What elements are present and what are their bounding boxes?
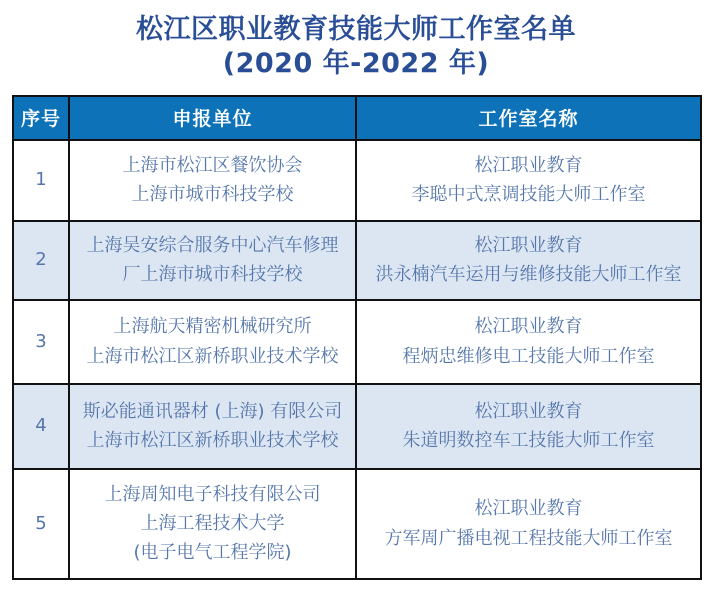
table-row <box>13 300 701 384</box>
workshop-line: 松江职业教育 <box>474 316 583 338</box>
cell-unit <box>69 221 356 300</box>
workshop-line: 洪永楠汽车运用与维修技能大师工作室 <box>375 264 682 285</box>
col-header-workshop: 工作室名称 <box>356 96 701 140</box>
workshop-line: 松江职业教育 <box>474 154 583 176</box>
workshops-table <box>12 95 702 580</box>
workshop-line: 朱道明数控车工技能大师工作室 <box>402 430 655 451</box>
unit-line: (电子电气工程学院) <box>133 542 292 564</box>
page-title <box>0 0 712 81</box>
table-row <box>13 221 701 300</box>
unit-line: 上海市城市科技学校 <box>131 184 294 205</box>
cell-no: 4 <box>13 384 69 469</box>
workshop-line: 方军周广播电视工程技能大师工作室 <box>384 527 673 549</box>
table-row <box>13 469 701 579</box>
cell-workshop <box>356 221 701 300</box>
cell-workshop <box>356 384 701 469</box>
cell-workshop <box>356 140 701 221</box>
cell-unit <box>69 140 356 221</box>
workshop-line: 李聪中式烹调技能大师工作室 <box>411 184 646 205</box>
cell-unit <box>69 469 356 579</box>
unit-line: 上海工程技术大学 <box>140 512 285 534</box>
cell-unit <box>69 300 356 384</box>
workshop-line: 程炳忠维修电工技能大师工作室 <box>402 345 655 367</box>
workshop-line: 松江职业教育 <box>474 498 583 520</box>
unit-line: 上海周知电子科技有限公司 <box>104 483 321 505</box>
unit-line: 上海市松江区新桥职业技术学校 <box>86 430 339 451</box>
cell-no: 2 <box>13 221 69 300</box>
workshop-line: 松江职业教育 <box>474 234 583 256</box>
cell-workshop <box>356 300 701 384</box>
cell-no: 1 <box>13 140 69 221</box>
cell-no: 5 <box>13 469 69 579</box>
unit-line: 厂上海市城市科技学校 <box>122 264 303 285</box>
table-row <box>13 140 701 221</box>
unit-line: 上海航天精密机械研究所 <box>113 316 312 338</box>
col-header-no: 序号 <box>13 96 69 140</box>
title-line2: (2020 年-2022 年) <box>222 47 490 79</box>
unit-line: 斯必能通讯器材 (上海) 有限公司 <box>82 400 343 422</box>
unit-line: 上海市松江区新桥职业技术学校 <box>86 345 339 367</box>
unit-line: 上海吴安综合服务中心汽车修理 <box>86 234 339 256</box>
workshop-line: 松江职业教育 <box>474 400 583 422</box>
cell-unit <box>69 384 356 469</box>
table-row <box>13 384 701 469</box>
cell-workshop <box>356 469 701 579</box>
unit-line: 上海市松江区餐饮协会 <box>122 154 303 176</box>
title-line1: 松江区职业教育技能大师工作室名单 <box>136 14 576 45</box>
table-header-row <box>13 96 701 140</box>
col-header-unit: 申报单位 <box>69 96 356 140</box>
cell-no: 3 <box>13 300 69 384</box>
